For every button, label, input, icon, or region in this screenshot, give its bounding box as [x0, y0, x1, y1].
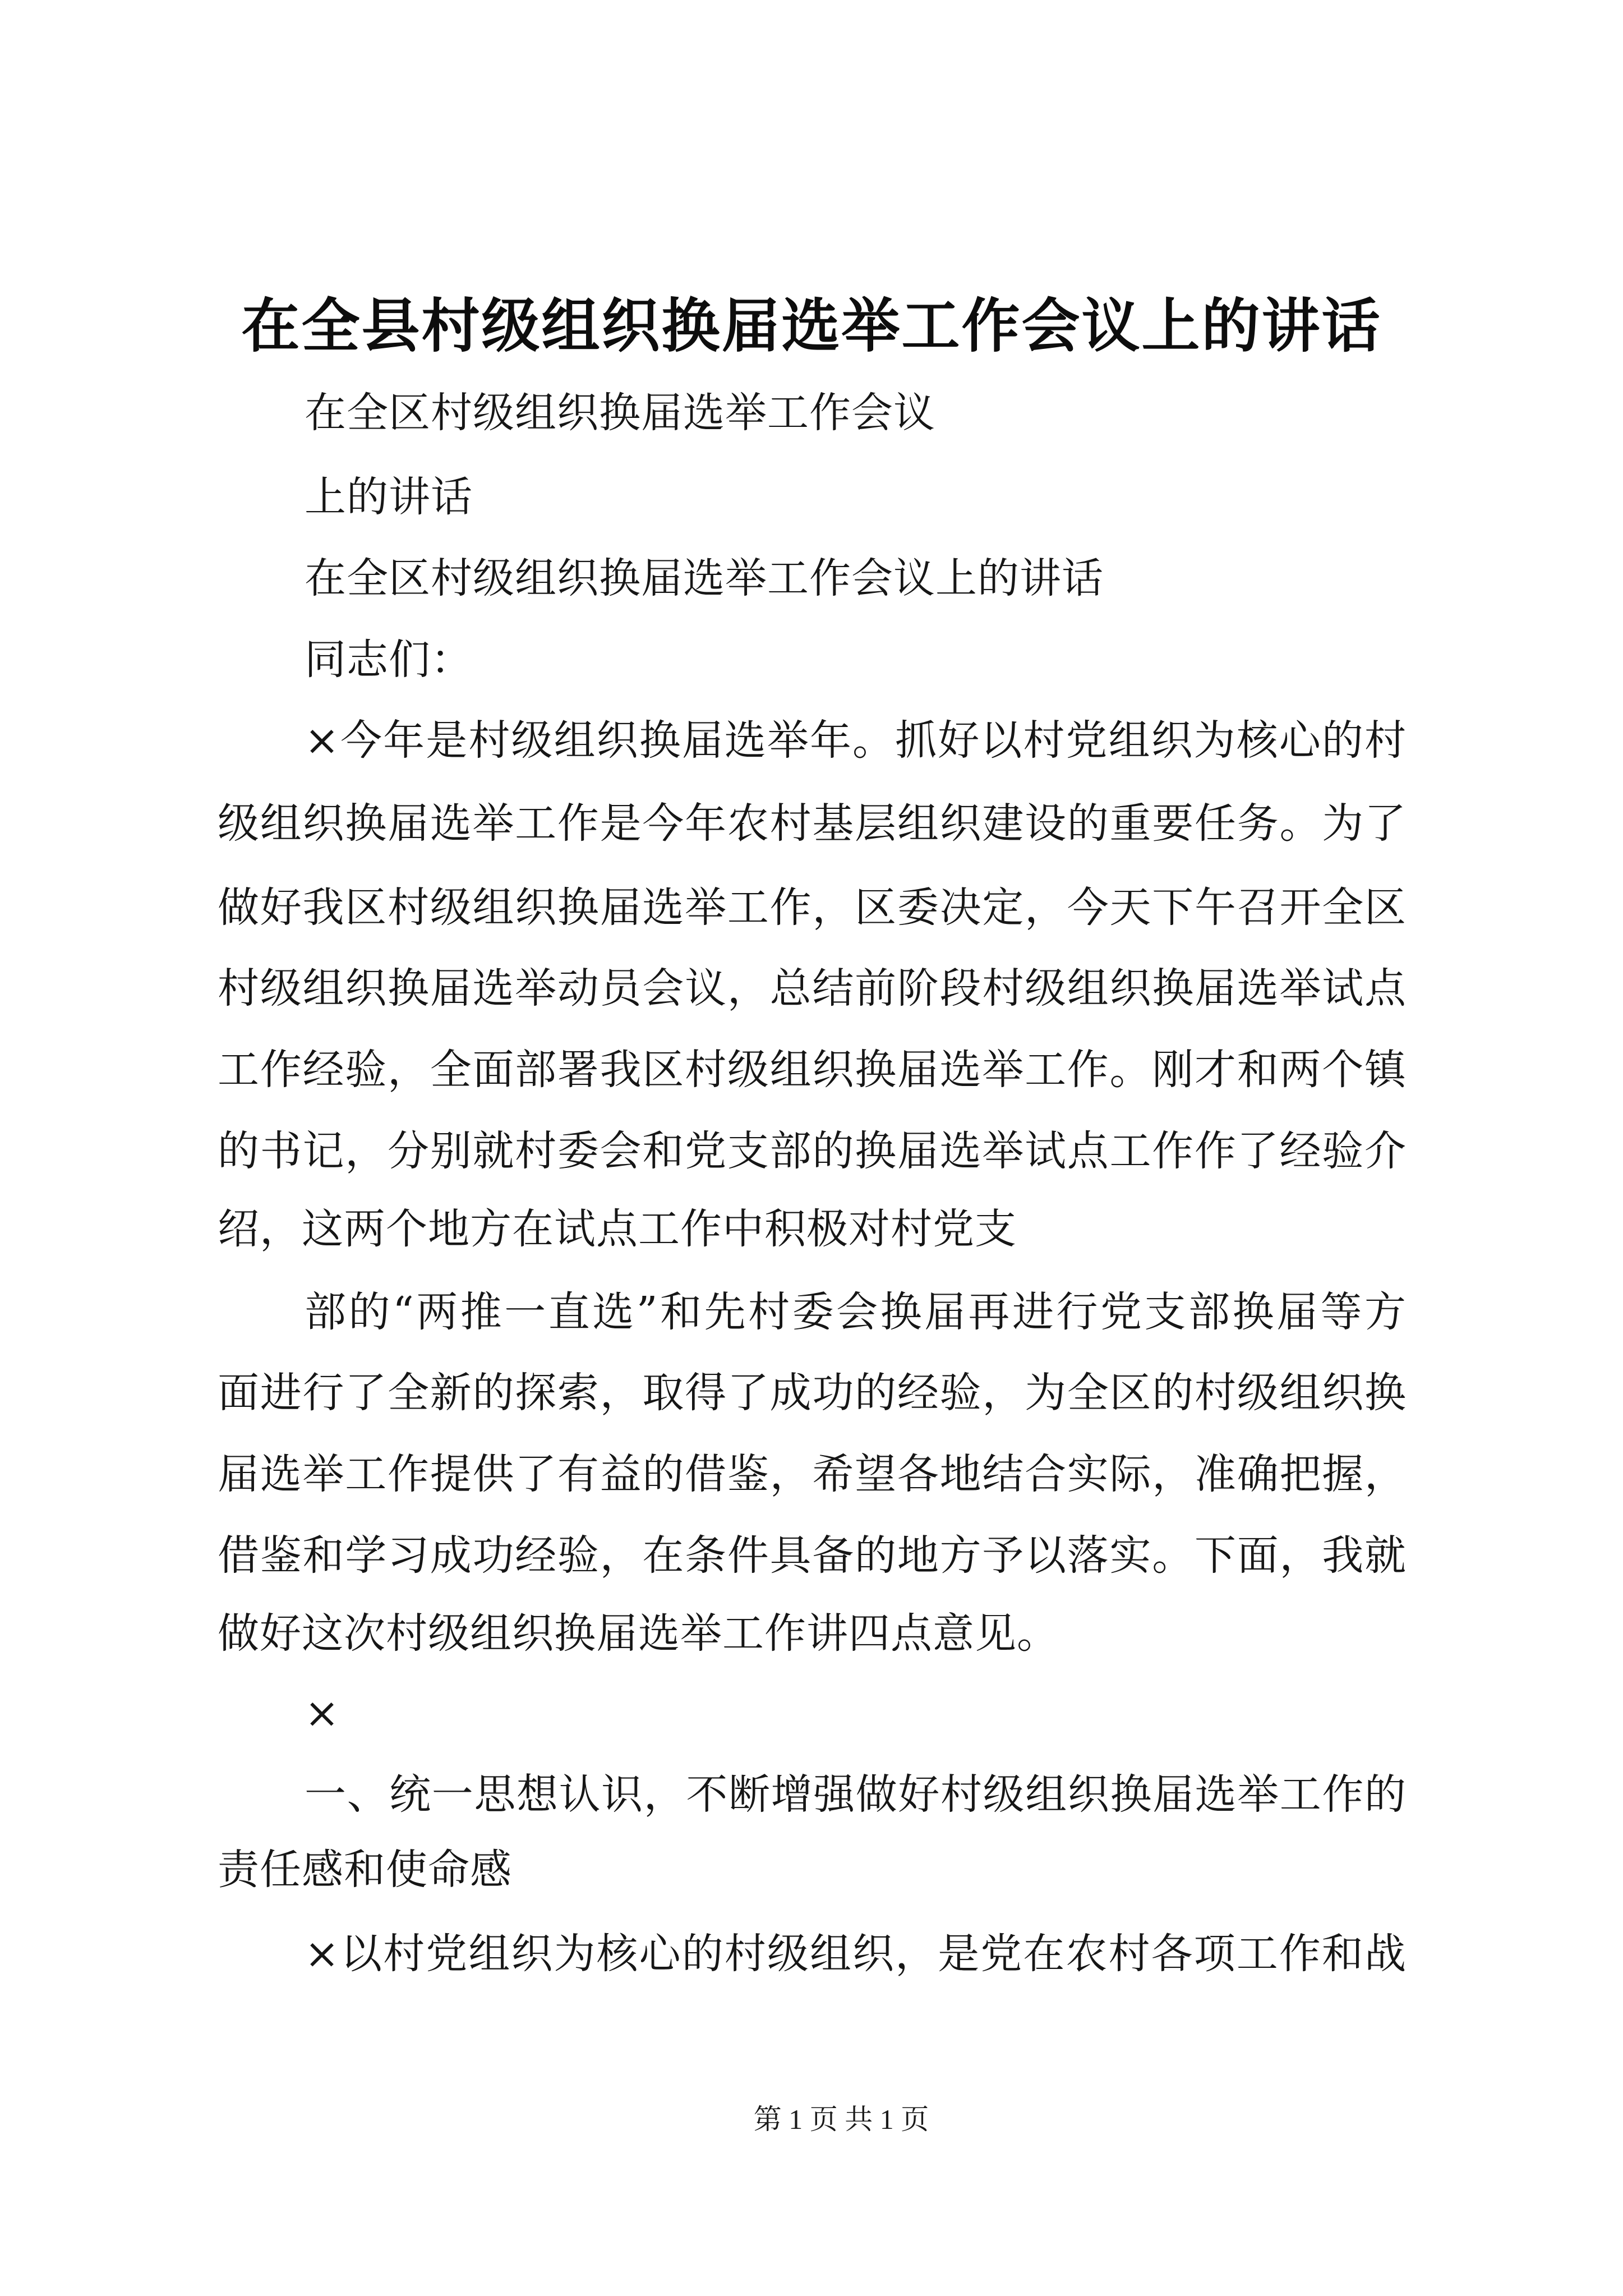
paragraph-line: 的书记，分别就村委会和党支部的换届选举试点工作作了经验介	[218, 1127, 1407, 1175]
paragraph-line: 做好这次村级组织换届选举工作讲四点意见。	[218, 1609, 1059, 1658]
paragraph-line: 上的讲话	[305, 473, 473, 521]
cross-mark: ×	[305, 1689, 340, 1737]
paragraph-line: 级组织换届选举工作是今年农村基层组织建设的重要任务。为了	[218, 799, 1407, 848]
paragraph-line: 同志们：	[305, 636, 473, 684]
paragraph-line: 责任感和使命感	[218, 1846, 512, 1894]
paragraph-line: 一、统一思想认识，不断增强做好村级组织换届选举工作的	[305, 1770, 1407, 1819]
paragraph-line: 绍，这两个地方在试点工作中积极对村党支	[218, 1205, 1017, 1253]
paragraph-line: 在全区村级组织换届选举工作会议	[305, 389, 935, 437]
paragraph-line: 届选举工作提供了有益的借鉴，希望各地结合实际，准确把握，	[218, 1450, 1407, 1498]
paragraph-line: 村级组织换届选举动员会议，总结前阶段村级组织换届选举试点	[218, 964, 1407, 1013]
paragraph-line: 工作经验，全面部署我区村级组织换届选举工作。刚才和两个镇	[218, 1046, 1407, 1094]
paragraph-line: 做好我区村级组织换届选举工作，区委决定，今天下午召开全区	[218, 884, 1407, 932]
paragraph-line: 借鉴和学习成功经验，在条件具备的地方予以落实。下面，我就	[218, 1531, 1407, 1580]
paragraph-line: 部的“两推一直选”和先村委会换届再进行党支部换届等方	[305, 1288, 1407, 1336]
document-title: 在全县村级组织换届选举工作会议上的讲话	[241, 291, 1382, 360]
paragraph-line: 面进行了全新的探索，取得了成功的经验，为全区的村级组织换	[218, 1369, 1407, 1417]
paragraph-line: 在全区村级组织换届选举工作会议上的讲话	[305, 554, 1104, 602]
page-footer: 第 1 页 共 1 页	[753, 2104, 929, 2135]
paragraph-line: ×以村党组织为核心的村级组织，是党在农村各项工作和战	[305, 1930, 1407, 1978]
paragraph-line: ×今年是村级组织换届选举年。抓好以村党组织为核心的村	[305, 716, 1407, 765]
